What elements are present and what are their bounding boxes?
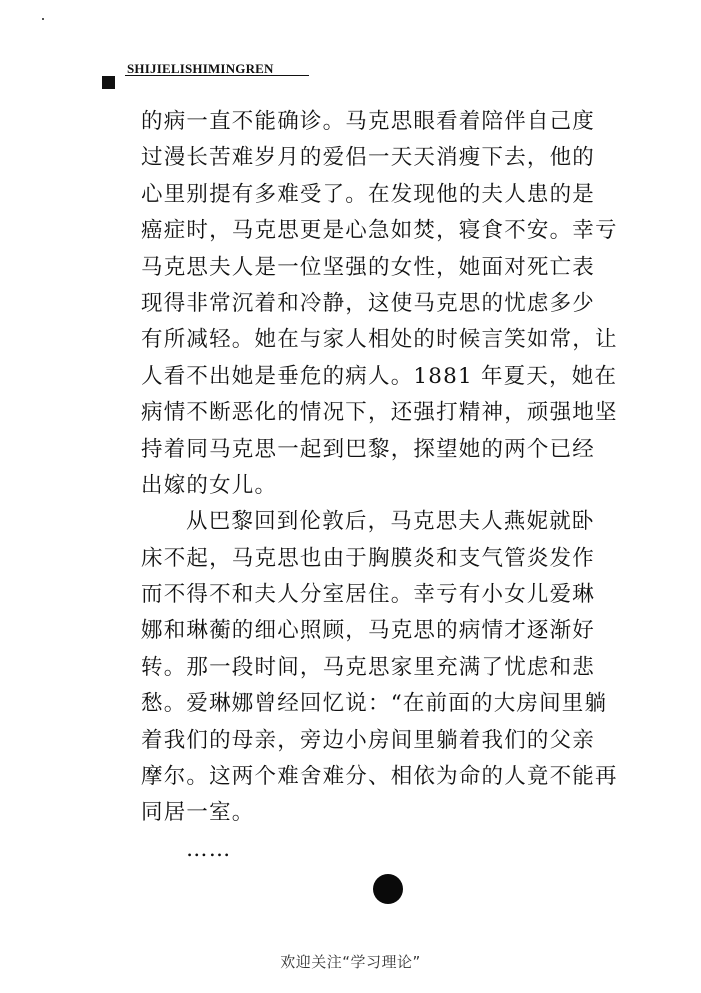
text-line: 床不起，马克思也由于胸膜炎和支气管炎发作 (141, 545, 596, 571)
text-line: 出嫁的女儿。 (141, 472, 278, 498)
ellipsis-line: …… (186, 836, 232, 862)
paragraph-start-line: 从巴黎回到伦敦后，马克思夫人燕妮就卧 (186, 509, 595, 535)
text-line: 着我们的母亲，旁边小房间里躺着我们的父亲 (141, 727, 596, 753)
text-line: 马克思夫人是一位坚强的女性，她面对死亡表 (141, 254, 596, 280)
running-title: SHIJIELISHIMINGREN (127, 61, 274, 76)
text-line: 的病一直不能确诊。马克思眼看着陪伴自己度 (141, 109, 596, 134)
footer-note: 欢迎关注“学习理论” (280, 953, 421, 971)
text-line: 同居一室。 (141, 800, 255, 826)
text-line: 摩尔。这两个难舍难分、相依为命的人竟不能再 (141, 764, 618, 790)
header-rule (125, 75, 309, 76)
text-line: 持着同马克思一起到巴黎，探望她的两个已经 (141, 436, 596, 462)
scan-mark (42, 18, 44, 20)
page-dot-ornament (373, 874, 403, 904)
text-line: 愁。爱琳娜曾经回忆说：“在前面的大房间里躺 (141, 691, 608, 717)
text-line: 病情不断恶化的情况下，还强打精神，顽强地坚 (141, 400, 618, 426)
text-line: 而不得不和夫人分室居住。幸亏有小女儿爱琳 (141, 582, 596, 608)
header-square-marker (102, 76, 115, 89)
text-line: 过漫长苦难岁月的爱侣一天天消瘦下去，他的 (141, 145, 596, 171)
text-line: 人看不出她是垂危的病人。1881 年夏天，她在 (141, 363, 618, 389)
text-line: 心里别提有多难受了。在发现他的夫人患的是 (141, 181, 596, 207)
text-line: 癌症时，马克思更是心急如焚，寝食不安。幸亏 (141, 218, 618, 244)
text-line: 娜和琳蘅的细心照顾，马克思的病情才逐渐好 (141, 618, 596, 644)
text-line: 有所减轻。她在与家人相处的时候言笑如常，让 (141, 327, 618, 353)
text-line: 转。那一段时间，马克思家里充满了忧虑和悲 (141, 654, 596, 680)
body-text (141, 104, 641, 868)
text-line: 现得非常沉着和冷静，这使马克思的忧虑多少 (141, 290, 596, 316)
